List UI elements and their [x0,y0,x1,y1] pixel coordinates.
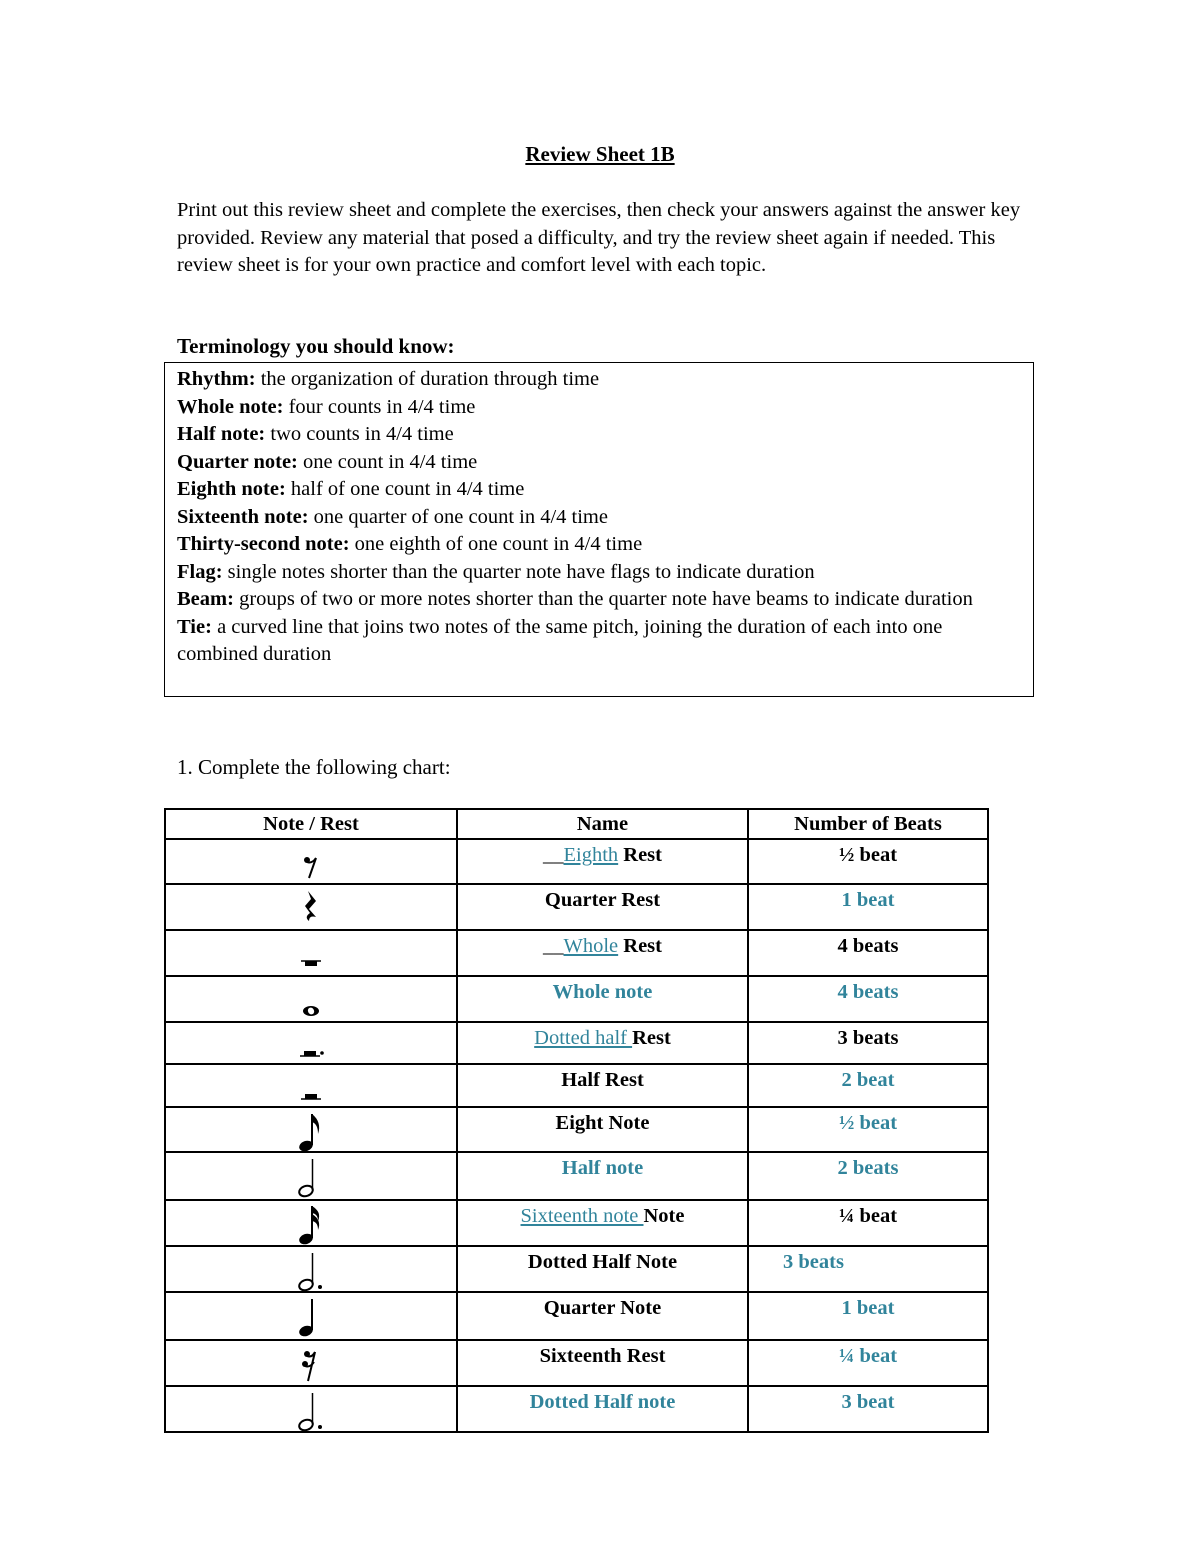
chart-row [165,1152,988,1200]
header-beats: Number of Beats [748,809,988,839]
name-text: Rest [618,844,662,866]
symbol-cell [165,839,457,884]
name-answer: Eighth [563,844,619,866]
beats-text: ¼ beat [838,1205,898,1227]
page-title: Review Sheet 1B [525,142,675,166]
beats-cell [748,1152,988,1200]
beats-text: ½ beat [838,844,898,866]
beats-answer: 3 beats [783,1251,844,1273]
symbol-cell [165,1386,457,1432]
symbol-cell [165,1340,457,1386]
beats-cell [748,839,988,884]
name-cell [457,839,748,884]
beats-cell [748,1022,988,1064]
beats-cell [748,1200,988,1246]
name-blank: __ [543,935,564,957]
chart-row [165,1107,988,1152]
term-thirty-second-note: Thirty-second note: one eighth of one count in 4/4 time [177,533,643,555]
beats-cell [748,1386,988,1432]
header-note-rest: Note / Rest [165,809,457,839]
name-cell [457,1200,748,1246]
term-flag: Flag: single notes shorter than the quarter note have flags to indicate duration [177,560,815,583]
beats-cell [748,1292,988,1340]
beats-answer: 1 beat [841,1297,895,1319]
chart-header-row [165,809,988,839]
name-answer: Half note [561,1157,644,1179]
beats-cell [748,976,988,1022]
beats-answer: 3 beat [841,1391,895,1413]
symbol-cell [165,1152,457,1200]
name-answer: Whole note [552,981,653,1003]
name-text: Eight Note [555,1112,650,1134]
beats-text: 3 beats [837,1027,899,1049]
symbol-cell [165,1246,457,1292]
chart-row [165,884,988,930]
term-whole-note: Whole note: four counts in 4/4 time [177,395,476,418]
name-answer: Dotted Half note [529,1391,676,1413]
chart-row [165,1246,988,1292]
beats-cell [748,1107,988,1152]
name-cell [457,1064,748,1107]
term-half-note: Half note: two counts in 4/4 time [177,423,454,445]
beats-cell [748,1064,988,1107]
term-eighth-note: Eighth note: half of one count in 4/4 time [177,478,525,500]
chart-row [165,976,988,1022]
chart-row [165,839,988,884]
beats-answer: ¼ beat [838,1345,898,1367]
term-quarter-note: Quarter note: one count in 4/4 time [177,450,478,473]
beats-answer: 2 beats [837,1157,899,1179]
term-rhythm: Rhythm: the organization of duration through time [177,368,600,390]
header-name: Name [457,809,748,839]
name-cell [457,930,748,976]
symbol-cell [165,930,457,976]
name-answer: Dotted half [534,1027,633,1049]
name-text: Note [643,1205,685,1227]
terminology-box [164,362,1034,697]
name-cell [457,1340,748,1386]
beats-answer: 1 beat [841,889,895,911]
chart-row [165,1064,988,1107]
chart-row [165,1022,988,1064]
note-rest-chart [164,808,989,1433]
name-cell [457,1386,748,1432]
name-cell [457,1022,748,1064]
beats-cell [748,930,988,976]
intro-paragraph: Print out this review sheet and complete the exercises, then check your answers against the answer key provided. Review any material that posed a difficulty, and try the review sheet again if needed. This review sheet is for your own practice and comfort level with each topic. [177,199,1021,276]
beats-answer: 2 beat [841,1069,895,1091]
beats-cell [748,884,988,930]
term-sixteenth-note: Sixteenth note: one quarter of one count in 4/4 time [177,505,608,528]
symbol-cell [165,1292,457,1340]
symbol-cell [165,884,457,930]
chart-row [165,930,988,976]
name-cell [457,1292,748,1340]
symbol-cell [165,1022,457,1064]
symbol-cell [165,976,457,1022]
name-text: Dotted Half Note [527,1251,678,1273]
chart-row [165,1340,988,1386]
name-cell [457,1107,748,1152]
name-text: Quarter Note [543,1297,662,1319]
symbol-cell [165,1200,457,1246]
beats-cell [748,1246,988,1292]
name-blank: __ [542,844,564,866]
chart-row [165,1200,988,1246]
term-beam: Beam: groups of two or more notes shorter than the quarter note have beams to indicate duration [177,588,973,610]
terminology-heading: Terminology you should know: [177,334,455,358]
name-answer: Whole [563,935,619,957]
name-cell [457,1246,748,1292]
name-cell [457,1152,748,1200]
name-text: Sixteenth Rest [539,1345,666,1367]
name-answer: Sixteenth note [520,1205,644,1227]
name-text: Rest [632,1027,671,1049]
beats-answer: 4 beats [837,981,899,1003]
chart-row [165,1386,988,1432]
chart-row [165,1292,988,1340]
symbol-cell [165,1107,457,1152]
name-text: Rest [618,935,662,957]
name-text: Quarter Rest [544,889,661,911]
symbol-cell [165,1064,457,1107]
name-cell [457,884,748,930]
question-1: 1. Complete the following chart: [177,755,451,779]
name-cell [457,976,748,1022]
term-tie: Tie: a curved line that joins two notes of the same pitch, joining the duration of each into one combined duration [177,615,943,665]
beats-text: 4 beats [837,935,899,957]
beats-answer: ½ beat [838,1112,898,1134]
name-text: Half Rest [561,1069,644,1091]
beats-cell [748,1340,988,1386]
